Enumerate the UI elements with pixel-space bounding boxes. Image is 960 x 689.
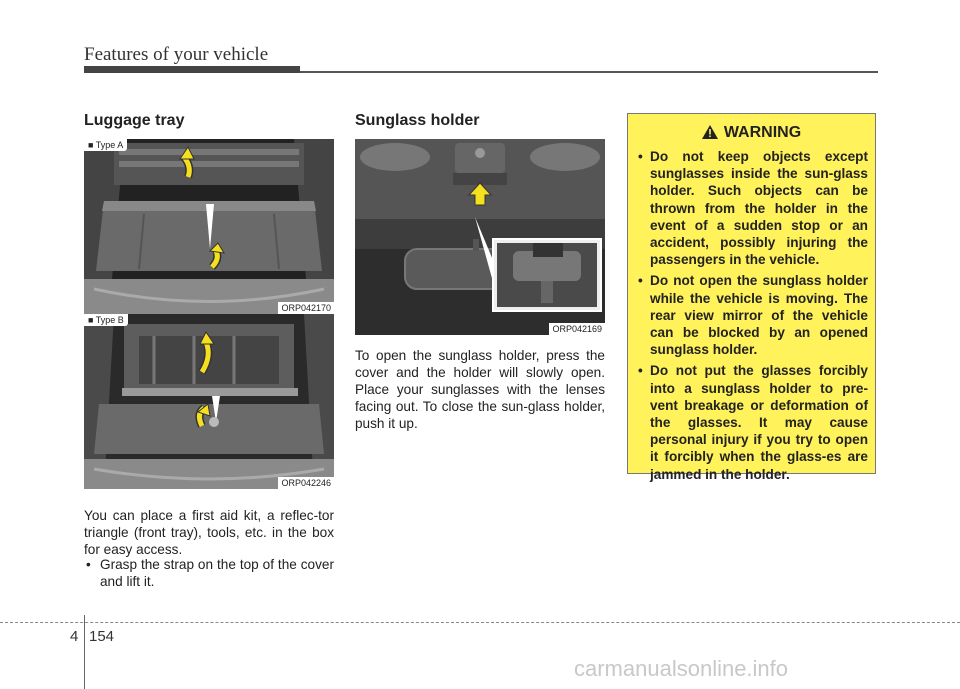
photo-code-a: ORP042170 bbox=[278, 302, 334, 314]
header-bar bbox=[84, 66, 300, 73]
sunglass-holder-illustration bbox=[355, 139, 605, 335]
page-header-title: Features of your vehicle bbox=[84, 44, 269, 65]
photo-code-sunglass: ORP042169 bbox=[549, 323, 605, 335]
warning-item: • Do not keep objects except sunglasses inside the sun-glass holder. Such objects can be thrown from the holder in the event of a sudden stop or an accident, possibly injuring the passengers in the vehicle. bbox=[638, 148, 868, 268]
warning-title: WARNING bbox=[723, 124, 802, 141]
warning-triangle-icon bbox=[702, 125, 718, 144]
luggage-bullet: • Grasp the strap on the top of the cover and lift it. bbox=[84, 556, 334, 590]
footer-vertical-rule bbox=[84, 615, 85, 689]
warning-title-row bbox=[628, 124, 875, 144]
site-watermark: carmanualsonline.info bbox=[574, 656, 789, 681]
photo-code-b: ORP042246 bbox=[278, 477, 334, 489]
sunglass-paragraph: To open the sunglass holder, press the cover and the holder will slowly open. Place your sunglasses with the lenses facing out. To close the sun-glass holder, push it up. bbox=[355, 348, 605, 431]
warning-item: • Do not put the glasses forcibly into a sunglass holder to pre-vent breakage or deformation of the glasses. It may cause personal injury if you try to open it forcibly when the glass-es are jammed in the holder. bbox=[638, 362, 868, 482]
sunglass-photo bbox=[355, 139, 605, 335]
sunglass-holder-heading: Sunglass holder bbox=[355, 112, 480, 129]
footer-dashed-rule bbox=[0, 622, 960, 623]
luggage-tray-illustration-b bbox=[84, 314, 334, 489]
page-number: 154 bbox=[89, 628, 115, 645]
luggage-photo-type-a bbox=[84, 139, 334, 314]
luggage-tray-illustration-a bbox=[84, 139, 334, 314]
luggage-paragraph: You can place a first aid kit, a reflec-tor triangle (front tray), tools, etc. in the box for easy access. bbox=[84, 508, 334, 557]
type-a-tag: ■ Type A bbox=[84, 139, 127, 151]
warning-list bbox=[638, 148, 868, 487]
warning-item: • Do not open the sunglass holder while the vehicle is moving. The rear view mirror of the vehicle can be blocked by an opened sunglass holder. bbox=[638, 272, 868, 358]
header-rule bbox=[300, 71, 878, 73]
warning-box bbox=[627, 113, 876, 482]
luggage-photo-type-b bbox=[84, 314, 334, 489]
luggage-tray-heading: Luggage tray bbox=[84, 112, 185, 129]
chapter-number: 4 bbox=[70, 628, 79, 645]
type-b-tag: ■ Type B bbox=[84, 314, 128, 326]
